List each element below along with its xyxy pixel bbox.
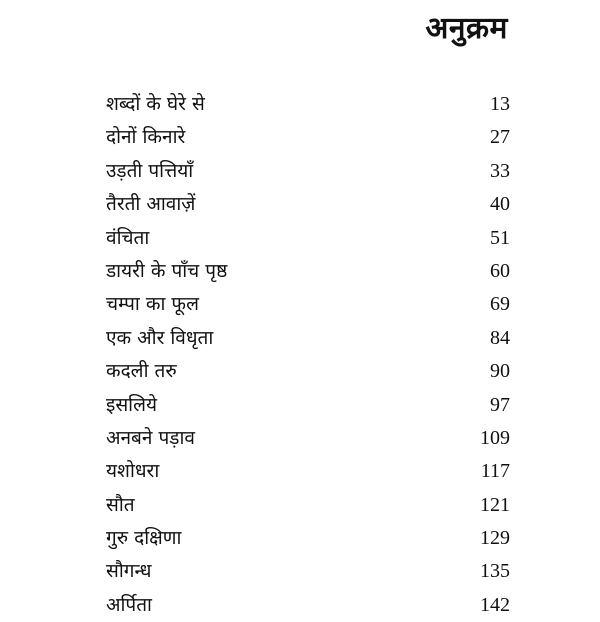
toc-entry xyxy=(106,155,510,188)
toc-entry-title: एक और विधृता xyxy=(106,326,214,349)
toc-entry-page: 121 xyxy=(480,493,510,516)
page-title: अनुक्रम xyxy=(425,11,508,46)
toc-entry-title: अनबने पड़ाव xyxy=(106,426,195,449)
toc-entry-page: 129 xyxy=(480,527,510,550)
toc-entry-page: 13 xyxy=(490,93,510,115)
toc-entry-title: कदली तरु xyxy=(106,360,177,383)
toc-entry-title: चम्पा का फूल xyxy=(106,293,199,316)
toc-entry-page: 135 xyxy=(480,560,510,583)
toc-entry-title: गुरु दक्षिणा xyxy=(106,527,182,550)
toc-entry-title: इसलिये xyxy=(106,393,157,416)
toc-entry-title: सौत xyxy=(106,493,135,516)
toc-entry-title: दोनों किनारे xyxy=(106,126,186,149)
toc-entry xyxy=(106,222,510,255)
toc-entry-page: 84 xyxy=(490,326,510,349)
toc-entry xyxy=(106,322,510,355)
toc-entry-page: 51 xyxy=(490,226,510,249)
toc-entry-page: 90 xyxy=(490,360,510,383)
toc-entry xyxy=(106,355,510,388)
table-of-contents xyxy=(106,88,510,622)
toc-entry xyxy=(106,288,510,321)
toc-entry-title: शब्दों के घेरे से xyxy=(106,93,205,115)
toc-entry-title: तैरती आवाज़ें xyxy=(106,193,196,216)
toc-entry-page: 97 xyxy=(490,393,510,416)
toc-entry-title: सौगन्ध xyxy=(106,560,152,583)
toc-entry xyxy=(106,88,510,121)
toc-entry-page: 33 xyxy=(490,159,510,182)
toc-entry-page: 117 xyxy=(480,460,510,483)
toc-entry-title: अर्पिता xyxy=(106,593,152,616)
toc-entry-title: यशोधरा xyxy=(106,460,160,483)
toc-entry xyxy=(106,589,510,622)
toc-entry xyxy=(106,489,510,522)
toc-entry-page: 142 xyxy=(480,593,510,616)
toc-entry xyxy=(106,522,510,555)
toc-entry xyxy=(106,422,510,455)
toc-entry xyxy=(106,255,510,288)
toc-entry xyxy=(106,188,510,221)
toc-entry-title: डायरी के पाँच पृष्ठ xyxy=(106,259,228,282)
toc-entry xyxy=(106,121,510,154)
toc-entry-page: 40 xyxy=(490,193,510,216)
toc-entry-title: वंचिता xyxy=(106,226,150,249)
toc-entry-title: उड़ती पत्तियाँ xyxy=(106,159,194,182)
toc-entry xyxy=(106,389,510,422)
toc-entry-page: 109 xyxy=(480,426,510,449)
toc-entry-page: 69 xyxy=(490,293,510,316)
toc-entry-page: 27 xyxy=(490,126,510,149)
toc-entry-page: 60 xyxy=(490,259,510,282)
toc-entry xyxy=(106,455,510,488)
toc-entry xyxy=(106,555,510,588)
